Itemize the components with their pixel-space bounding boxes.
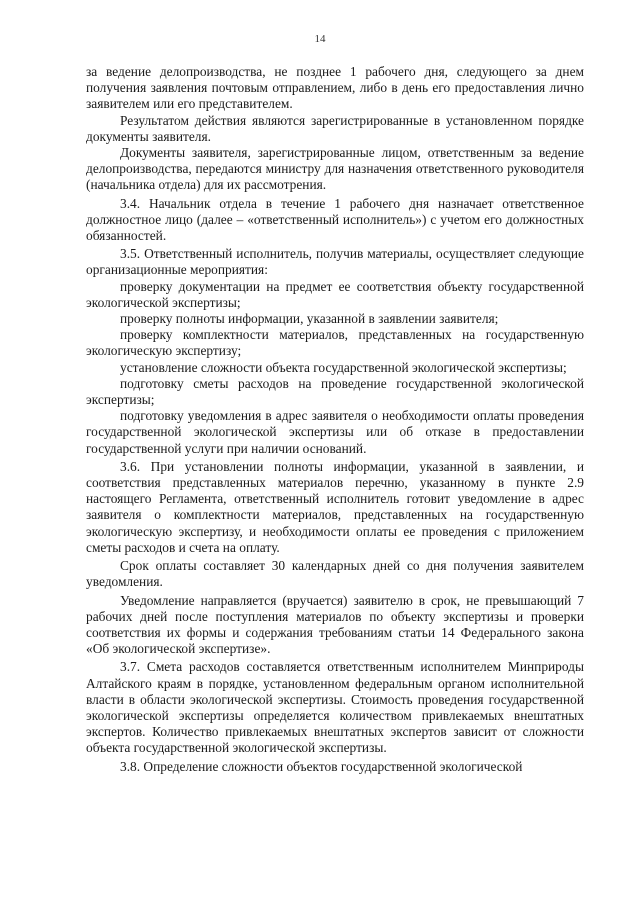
paragraph: за ведение делопроизводства, не позднее 1 рабочего дня, следующего за днем получения заявления почтовым отправлением, либо в день его предоставления лично заявителем или его представителем. <box>86 64 584 112</box>
paragraph: 3.4. Начальник отдела в течение 1 рабочего дня назначает ответственное должностное лицо (далее – «ответственный исполнитель») с учетом его должностных обязанностей. <box>86 195 584 244</box>
paragraph: подготовку сметы расходов на проведение государственной экологической экспертизы; <box>86 375 584 408</box>
paragraph: 3.5. Ответственный исполнитель, получив материалы, осуществляет следующие организационные мероприятия: <box>86 246 584 278</box>
paragraph: проверку полноты информации, указанной в заявлении заявителя; <box>120 311 499 327</box>
document-body <box>86 64 584 775</box>
paragraph: подготовку уведомления в адрес заявителя о необходимости оплаты проведения государственной экологической экспертизы или об отказе в предоставлении государственной услуги при наличии оснований. <box>86 408 584 456</box>
paragraph: проверку комплектности материалов, представленных на государственную экологическую экспертизу; <box>86 327 584 359</box>
paragraph: Результатом действия являются зарегистрированные в установленном порядке документы заявителя. <box>86 112 584 144</box>
paragraph: Документы заявителя, зарегистрированные лицом, ответственным за ведение делопроизводства, передаются министру для назначения ответственного руководителя (начальника отдела) для их рассмотрения. <box>86 145 584 193</box>
paragraph: проверку документации на предмет ее соответствия объекту государственной экологической экспертизы; <box>86 278 584 310</box>
paragraph: Срок оплаты составляет 30 календарных дней со дня получения заявителем уведомления. <box>86 558 584 590</box>
page-number: 14 <box>314 33 326 45</box>
paragraph: 3.7. Смета расходов составляется ответственным исполнителем Минприроды Алтайского краям в порядке, установленном федеральным органом исполнительной власти в области экологической экспертизы. Стоимость проведения государственной экологической экспертизы определяется количеством привлекаемых внештатных экспертов. Количество привлекаемых внештатных экспертов зависит от сложности объекта государственной экологической экспертизы. <box>86 659 584 756</box>
paragraph: 3.6. При установлении полноты информации, указанной в заявлении, и соответствия представленных материалов перечню, указанному в пункте 2.9 настоящего Регламента, ответственный исполнитель готовит уведомление в адрес заявителя о комплектности материалов, представленных на государственную экологическую экспертизу, и необходимости оплаты ее проведения с приложением сметы расходов и счета на оплату. <box>86 458 584 555</box>
paragraph: 3.8. Определение сложности объектов государственной экологической <box>120 758 523 774</box>
paragraph: Уведомление направляется (вручается) заявителю в срок, не превышающий 7 рабочих дней после поступления материалов по объекту экспертизы и проверки соответствия их формы и содержания требованиям статьи 14 Федерального закона «Об экологической экспертизе». <box>86 592 584 657</box>
paragraph: установление сложности объекта государственной экологической экспертизы; <box>120 359 567 375</box>
